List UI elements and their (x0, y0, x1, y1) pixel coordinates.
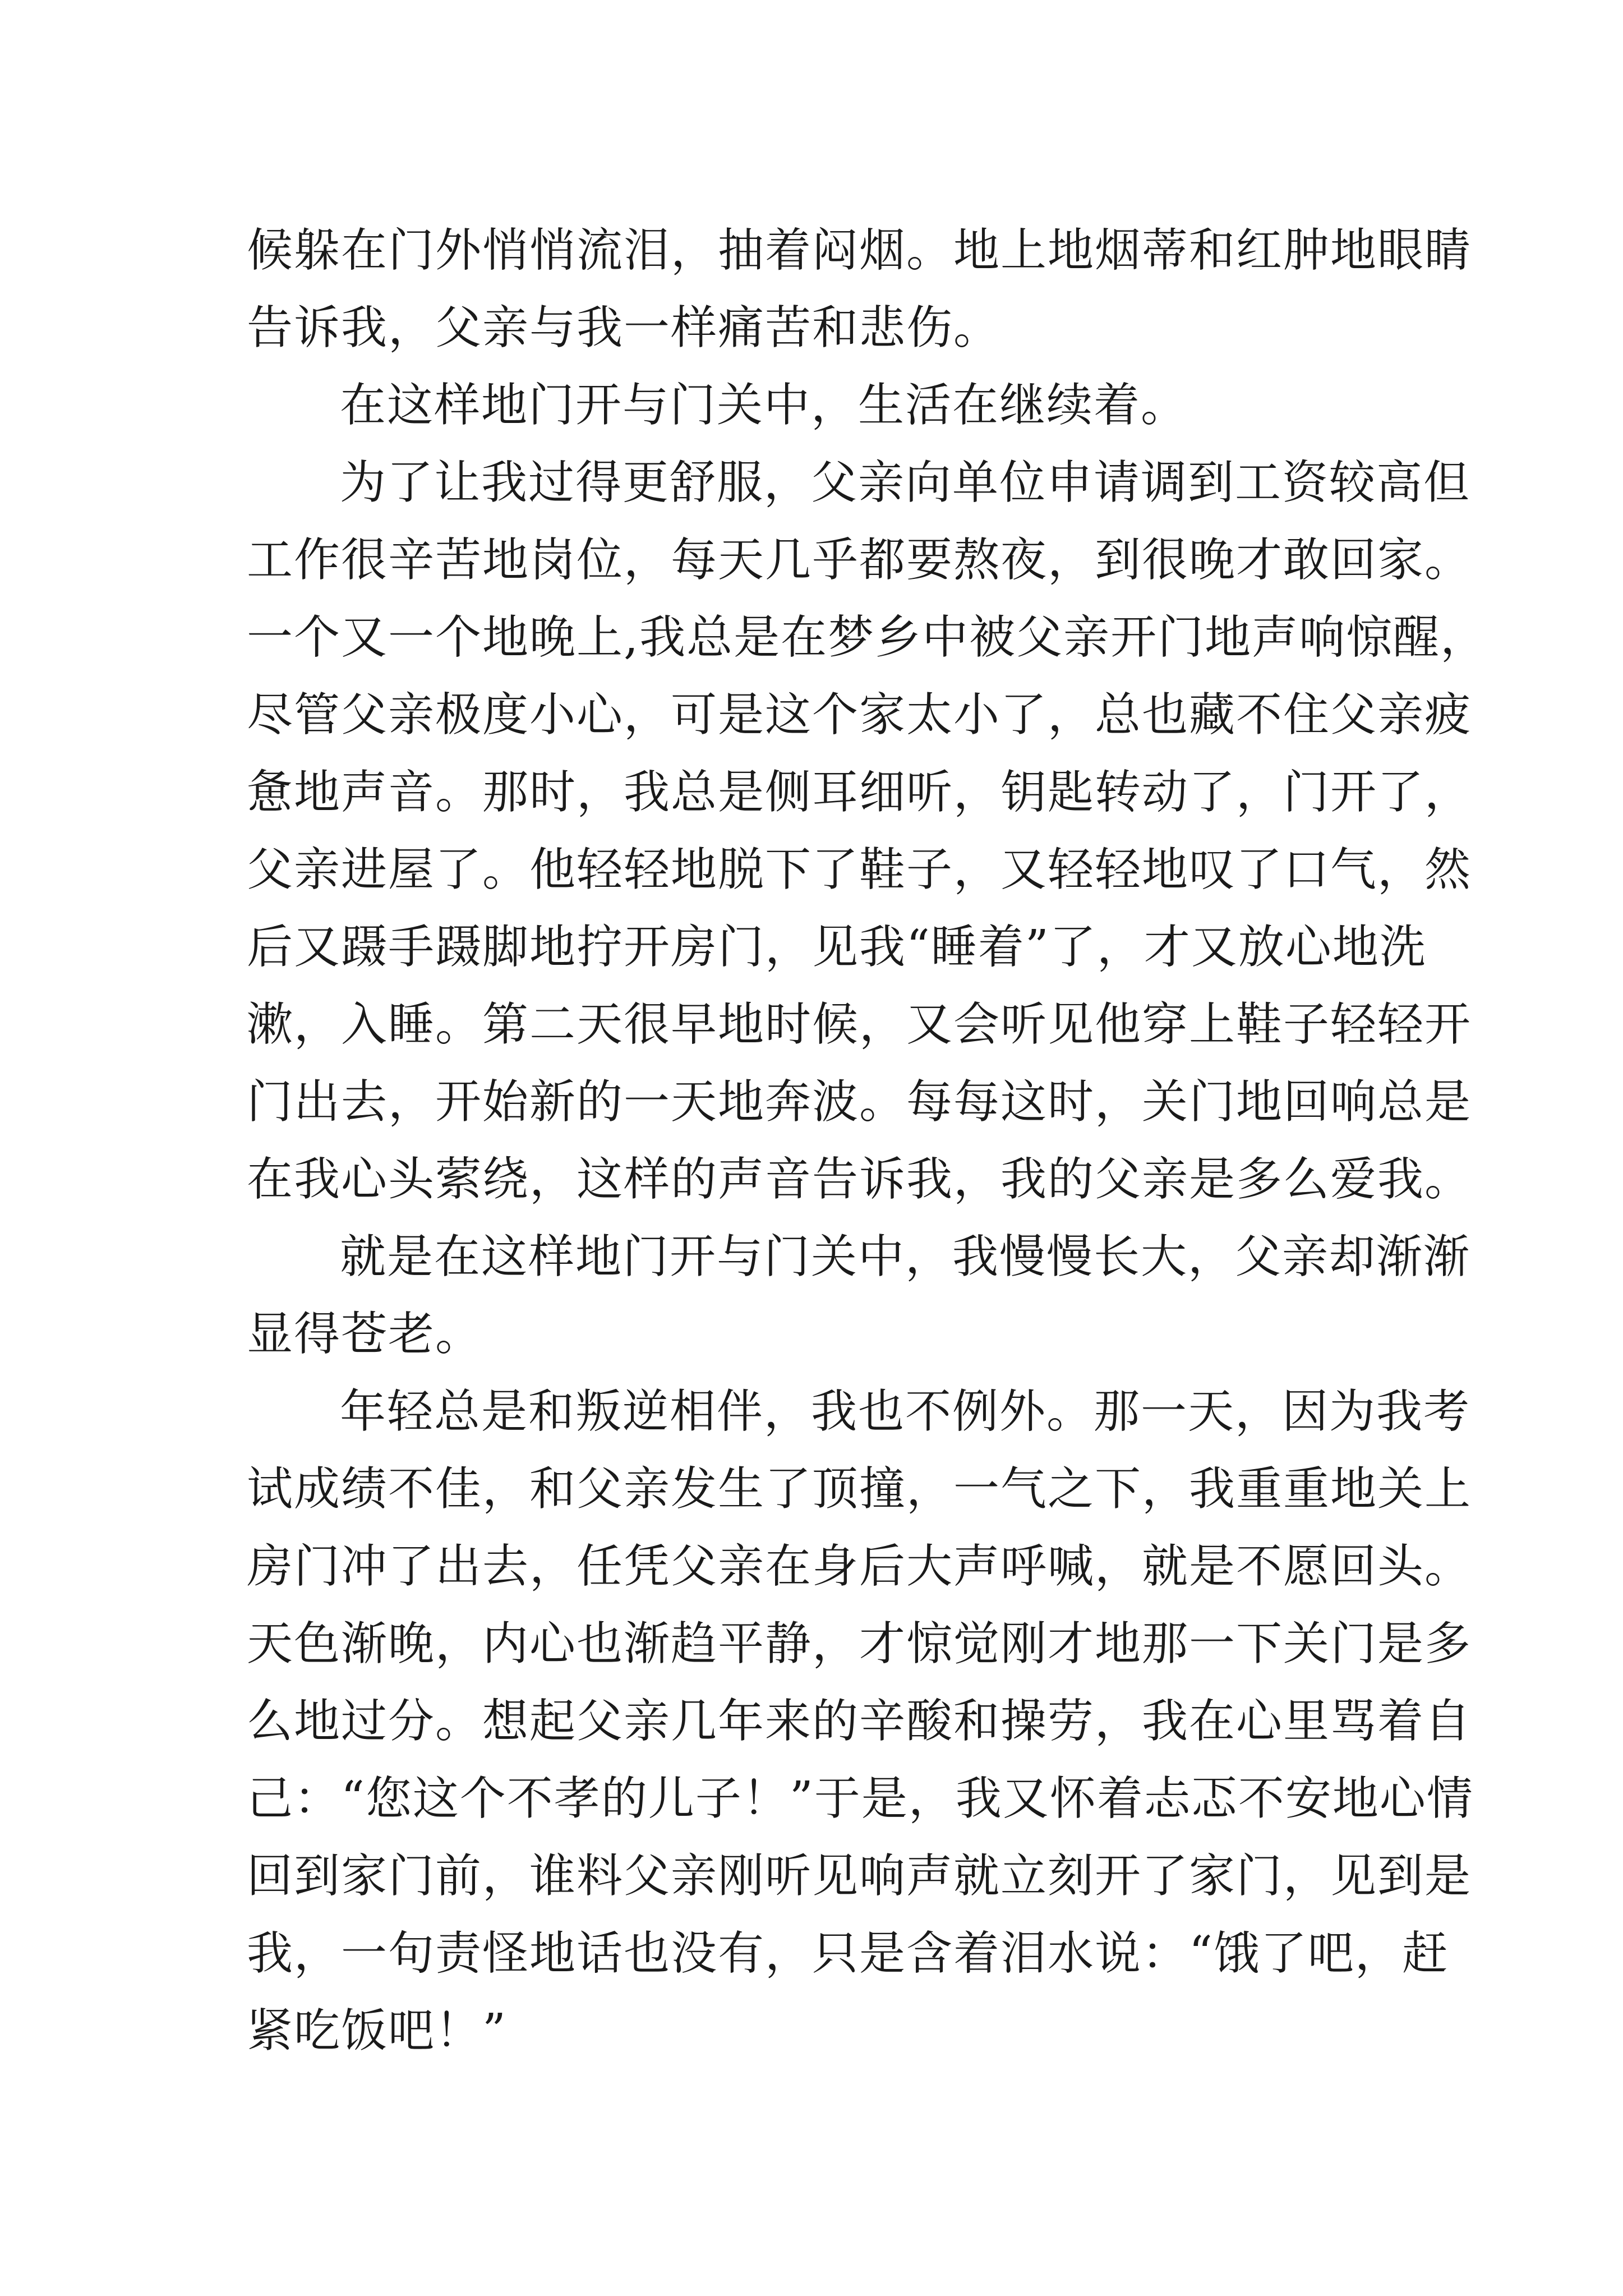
text-line: 候躲在门外悄悄流泪，抽着闷烟。地上地烟蒂和红肿地眼睛 (247, 224, 1472, 277)
text-line: 在这样地门开与门关中，生活在继续着。 (340, 379, 1188, 432)
text-line: 回到家门前，谁料父亲刚听见响声就立刻开了家门，见到是 (247, 1849, 1472, 1903)
text-line: 显得苍老。 (247, 1308, 483, 1361)
text-line: 父亲进屋了。他轻轻地脱下了鞋子，又轻轻地叹了口气，然 (247, 843, 1472, 896)
text-line: 我，一句责怪地话也没有，只是含着泪水说：“饿了吧，赶 (247, 1927, 1449, 1980)
text-line: 门出去，开始新的一天地奔波。每每这时，关门地回响总是 (247, 1075, 1472, 1129)
text-line: 试成绩不佳，和父亲发生了顶撞，一气之下，我重重地关上 (247, 1462, 1472, 1516)
text-line: 就是在这样地门开与门关中，我慢慢长大，父亲却渐渐 (340, 1230, 1471, 1283)
document-body (247, 212, 1488, 2070)
text-line: 惫地声音。那时，我总是侧耳细听，钥匙转动了，门开了， (247, 766, 1472, 819)
text-line: 漱，入睡。第二天很早地时候，又会听见他穿上鞋子轻轻开 (247, 998, 1472, 1051)
text-line: 为了让我过得更舒服，父亲向单位申请调到工资较高但 (340, 456, 1471, 509)
text-line: 天色渐晚，内心也渐趋平静，才惊觉刚才地那一下关门是多 (247, 1617, 1472, 1671)
text-line: 年轻总是和叛逆相伴，我也不例外。那一天，因为我考 (340, 1385, 1471, 1438)
text-line: 在我心头萦绕，这样的声音告诉我，我的父亲是多么爱我。 (247, 1153, 1472, 1206)
text-line: 房门冲了出去，任凭父亲在身后大声呼喊，就是不愿回头。 (247, 1540, 1472, 1593)
text-line: 紧吃饭吧！” (247, 2004, 507, 2058)
text-line: 己：“您这个不孝的儿子！”于是，我又怀着忐忑不安地心情 (247, 1772, 1474, 1825)
text-line: 尽管父亲极度小心，可是这个家太小了，总也藏不住父亲疲 (247, 688, 1472, 742)
text-line: 后又蹑手蹑脚地拧开房门，见我“睡着”了，才又放心地洗 (247, 921, 1427, 974)
text-line: 一个又一个地晚上,我总是在梦乡中被父亲开门地声响惊醒， (247, 611, 1488, 664)
text-line: 告诉我，父亲与我一样痛苦和悲伤。 (247, 301, 1001, 355)
text-line: 工作很辛苦地岗位，每天几乎都要熬夜，到很晚才敢回家。 (247, 533, 1472, 587)
text-line: 么地过分。想起父亲几年来的辛酸和操劳，我在心里骂着自 (247, 1695, 1472, 1748)
